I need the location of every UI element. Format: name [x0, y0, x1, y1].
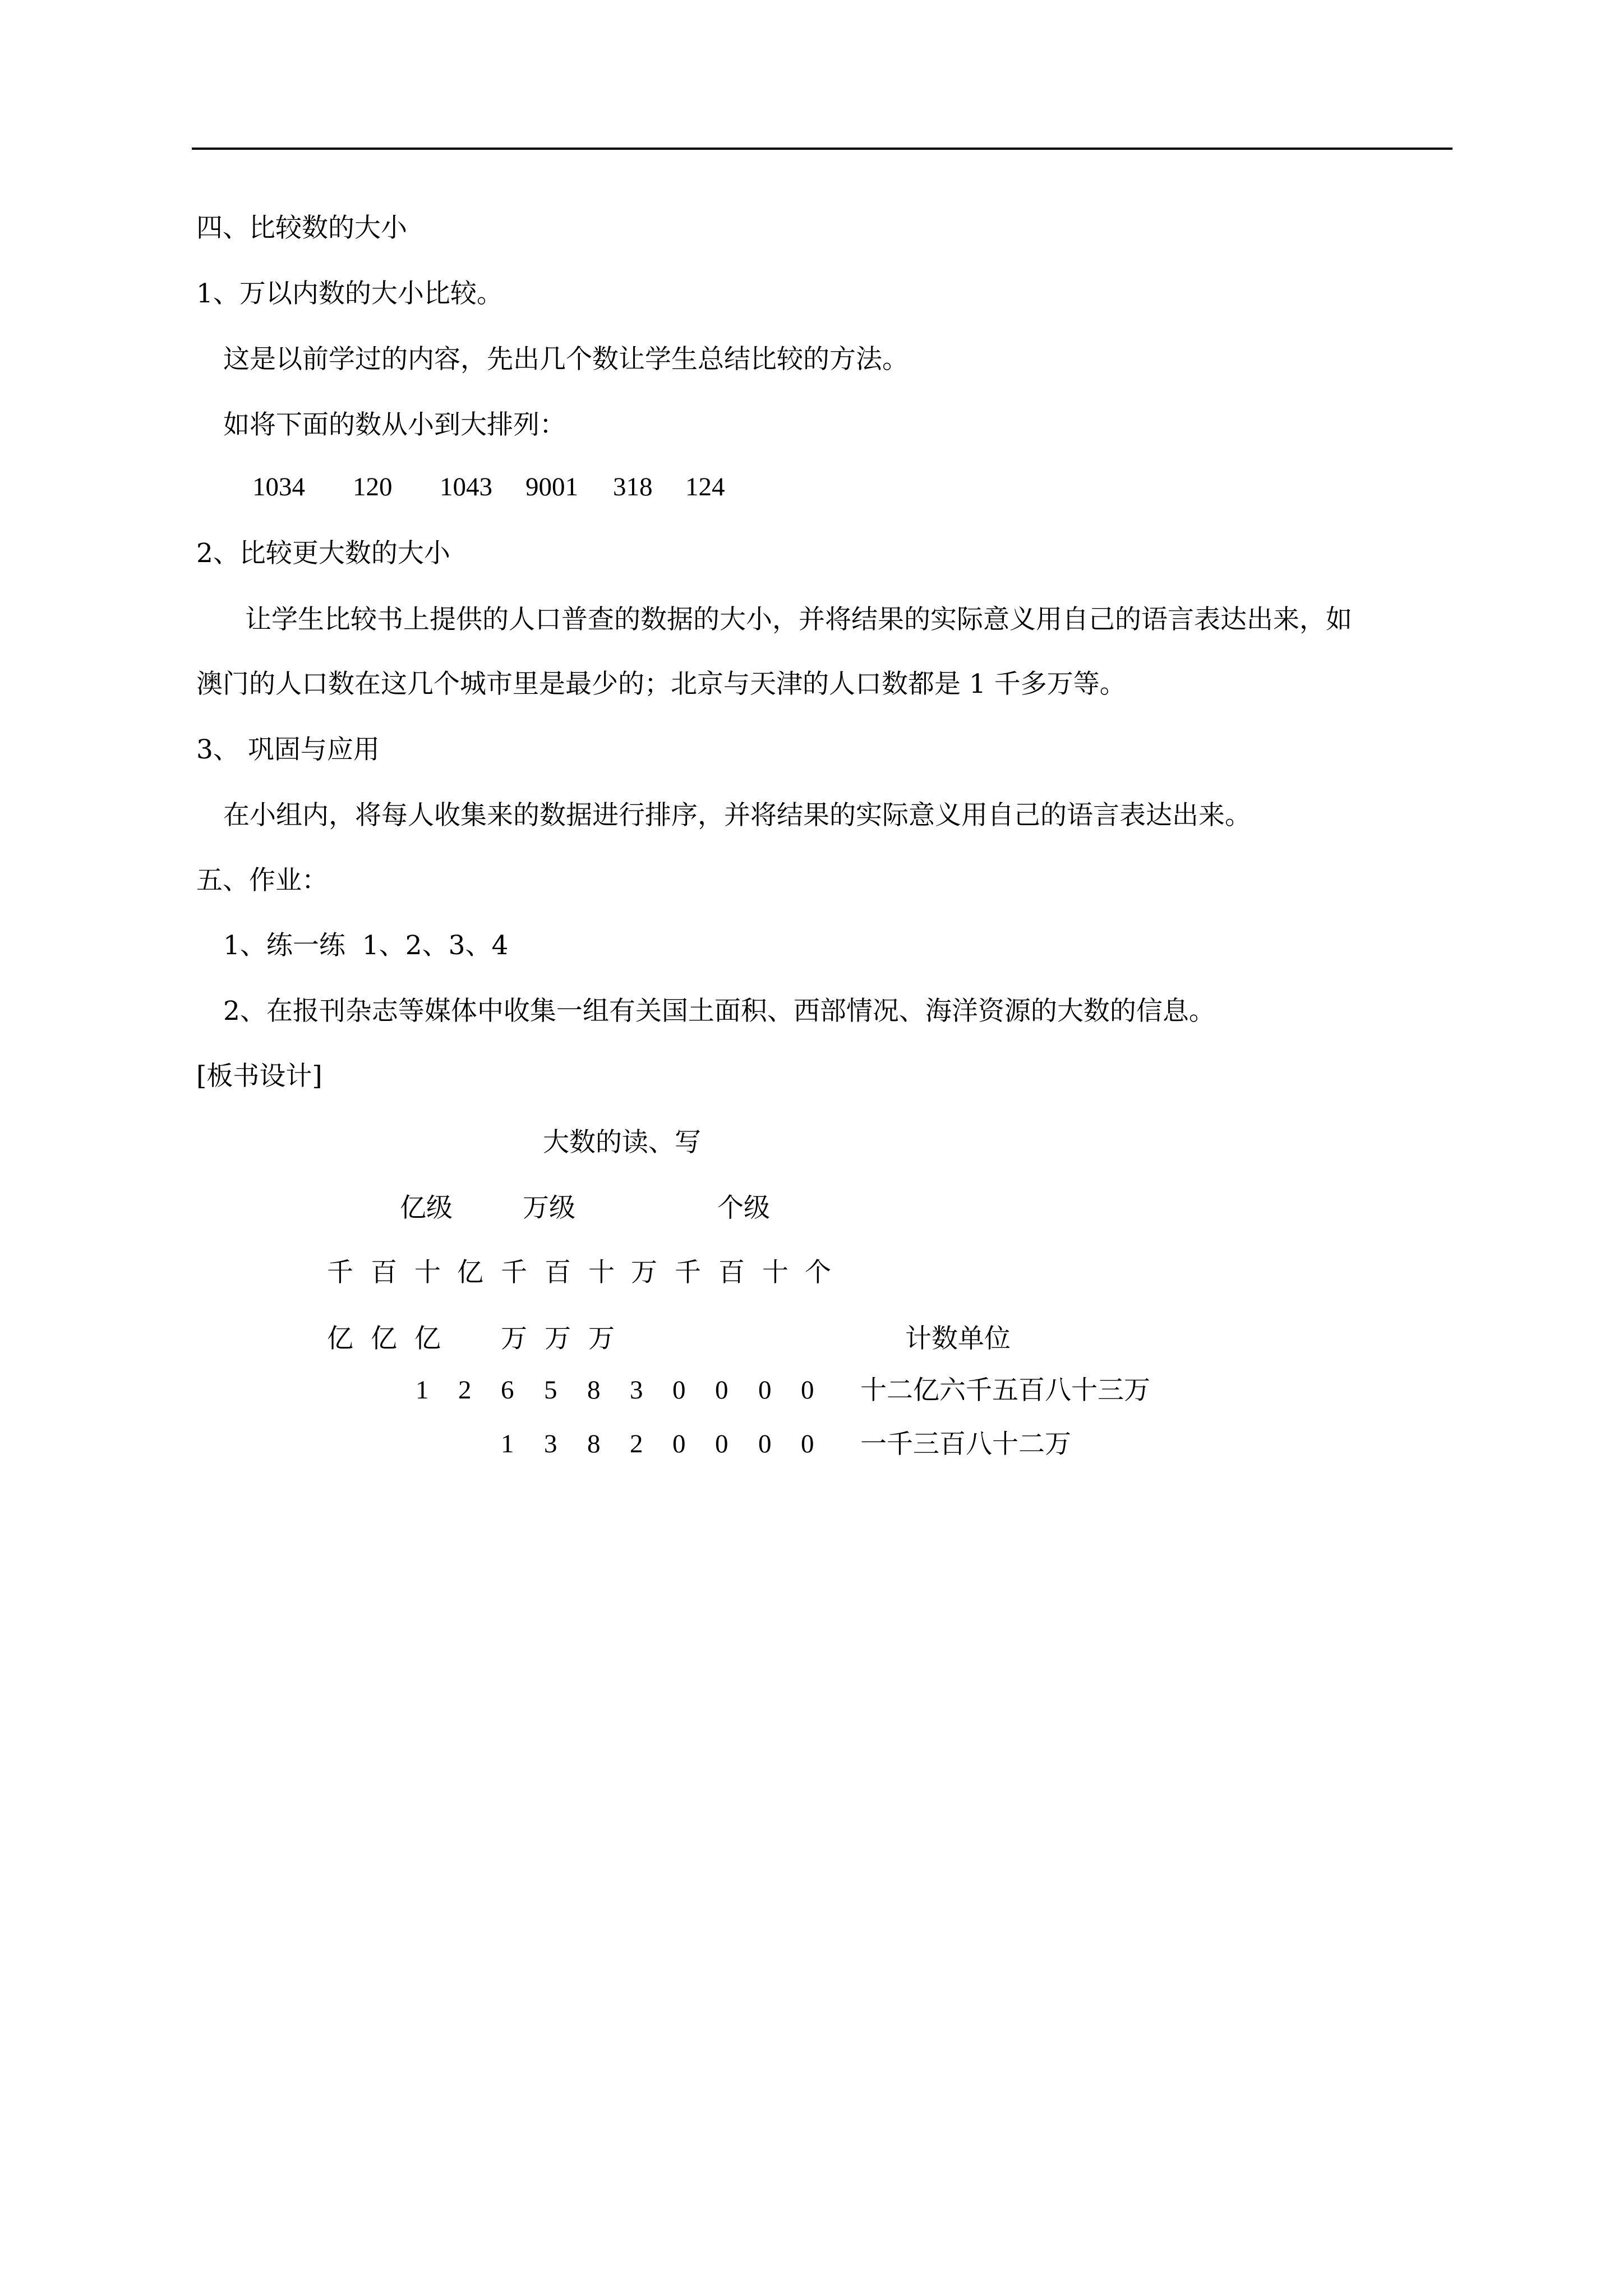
digit: 3 — [544, 1429, 557, 1458]
unit-char: 亿 — [327, 1323, 353, 1354]
unit-char: 百 — [545, 1257, 571, 1288]
header-rule — [192, 148, 1453, 150]
digit: 0 — [672, 1429, 686, 1458]
board-design-heading: [板书设计] — [196, 1061, 322, 1092]
digit: 0 — [758, 1429, 772, 1458]
unit-char: 十 — [588, 1257, 615, 1288]
digit: 2 — [458, 1375, 472, 1405]
digit: 8 — [587, 1375, 601, 1405]
unit-char: 亿 — [457, 1257, 483, 1288]
item1-para1: 这是以前学过的内容，先出几个数让学生总结比较的方法。 — [223, 344, 909, 375]
unit-char: 千 — [327, 1257, 353, 1288]
digit: 0 — [672, 1375, 686, 1405]
homework-item-1: 1、练一练 1、2、3、4 — [223, 930, 509, 961]
board-title: 大数的读、写 — [543, 1127, 701, 1158]
units-label: 计数单位 — [905, 1323, 1011, 1354]
item3-para: 在小组内，将每人收集来的数据进行排序，并将结果的实际意义用自己的语言表达出来。 — [223, 800, 1251, 831]
item2-para-line1: 让学生比较书上提供的人口普查的数据的大小，并将结果的实际意义用自己的语言表达出来，如 — [245, 604, 1352, 635]
number-item: 124 — [685, 472, 725, 501]
unit-char: 个 — [805, 1257, 831, 1288]
number-words: 一千三百八十二万 — [860, 1429, 1071, 1460]
unit-char: 亿 — [371, 1323, 397, 1354]
number-item: 9001 — [525, 472, 578, 501]
digit: 1 — [501, 1429, 514, 1458]
digit: 2 — [630, 1429, 643, 1458]
unit-char: 万 — [631, 1257, 657, 1288]
item2-para-line2: 澳门的人口数在这几个城市里是最少的；北京与天津的人口数都是 1 千多万等。 — [196, 669, 1126, 700]
unit-char: 万 — [545, 1323, 571, 1354]
digit: 0 — [801, 1429, 814, 1458]
digit: 3 — [630, 1375, 643, 1405]
number-item: 120 — [353, 472, 393, 501]
number-item: 318 — [613, 472, 653, 501]
item1-heading: 1、万以内数的大小比较。 — [196, 278, 503, 309]
level-label: 万级 — [523, 1193, 575, 1223]
digit: 6 — [501, 1375, 514, 1405]
digit: 5 — [544, 1375, 557, 1405]
unit-char: 十 — [414, 1257, 441, 1288]
homework-item-2: 2、在报刊杂志等媒体中收集一组有关国土面积、西部情况、海洋资源的大数的信息。 — [223, 996, 1215, 1027]
unit-char: 万 — [501, 1323, 527, 1354]
unit-char: 百 — [371, 1257, 397, 1288]
item1-para2: 如将下面的数从小到大排列： — [223, 409, 566, 440]
section5-heading: 五、作业： — [196, 865, 328, 896]
digit: 0 — [715, 1375, 728, 1405]
section4-heading: 四、比较数的大小 — [196, 213, 407, 243]
item2-heading: 2、比较更大数的大小 — [196, 538, 450, 569]
unit-char: 十 — [762, 1257, 789, 1288]
number-words: 十二亿六千五百八十三万 — [860, 1375, 1150, 1406]
unit-char: 亿 — [414, 1323, 441, 1354]
number-item: 1043 — [440, 472, 492, 501]
digit: 0 — [801, 1375, 814, 1405]
digit: 0 — [758, 1375, 772, 1405]
unit-char: 千 — [501, 1257, 527, 1288]
item3-heading: 3、 巩固与应用 — [196, 734, 380, 765]
digit: 8 — [587, 1429, 601, 1458]
digit: 1 — [416, 1375, 429, 1405]
number-item: 1034 — [252, 472, 305, 501]
unit-char: 百 — [718, 1257, 745, 1288]
digit: 0 — [715, 1429, 728, 1458]
unit-char: 万 — [588, 1323, 615, 1354]
level-label: 个级 — [717, 1193, 770, 1223]
unit-char: 千 — [675, 1257, 701, 1288]
level-label: 亿级 — [400, 1193, 453, 1223]
